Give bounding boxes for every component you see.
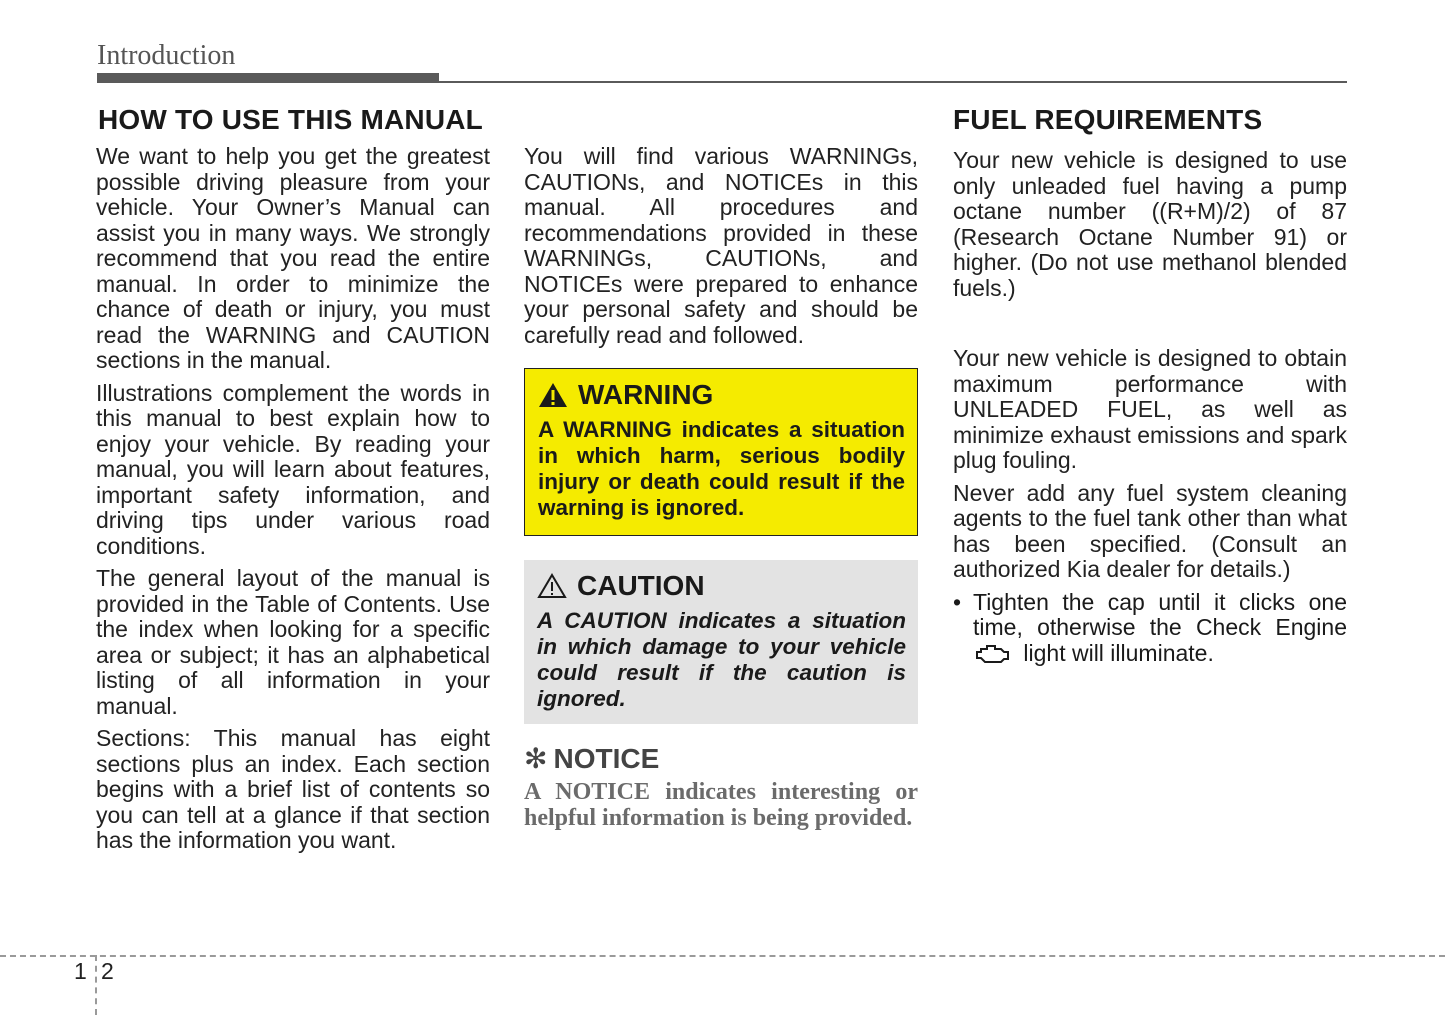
heading-how-to-use: HOW TO USE THIS MANUAL <box>98 104 483 135</box>
list-item <box>953 590 1347 667</box>
header-rule-thick <box>97 73 439 83</box>
paragraph: Illustrations complement the words in this manual to best explain how to enjoy your vehicle. By reading your manual, you will learn about features, important safety information, and driving tips under various road conditions. <box>96 379 490 559</box>
notice-heading <box>524 742 918 775</box>
asterisk-icon: ✻ <box>524 743 548 774</box>
bullet-text <box>973 590 1347 667</box>
heading-fuel-requirements: FUEL REQUIREMENTS <box>953 104 1263 135</box>
warning-triangle-icon <box>538 382 568 408</box>
bullet-text-after: light will illuminate. <box>1023 639 1214 666</box>
caution-heading <box>537 570 906 602</box>
footer-dashed-rule <box>0 955 1445 957</box>
warning-box <box>524 368 918 536</box>
notice-title: NOTICE <box>553 742 660 774</box>
header-rule-thin <box>439 81 1347 83</box>
caution-text: A CAUTION indicates a situation in which damage to your vehicle could result if the caution is ignored. <box>537 608 906 711</box>
paragraph: Sections: This manual has eight sections plus an index. Each section begins with a brief list of contents so you can tell at a glance if that section has the information you want. <box>96 725 490 853</box>
caution-title: CAUTION <box>577 570 705 601</box>
column-safety-notices <box>524 144 918 831</box>
paragraph: We want to help you get the greatest possible driving pleasure from your vehicle. Your Owner’s Manual can assist you in many ways. We strongly recommend that you read the entire manual. In order to minimize the chance of death or injury, you must read the WARNING and CAUTION sections in the manual. <box>96 143 490 373</box>
footer-dashed-divider <box>95 955 97 1015</box>
warning-text: A WARNING indicates a situation in which harm, serious bodily injury or death could result if the warning is ignored. <box>538 417 905 520</box>
column-fuel-requirements <box>953 104 1347 666</box>
page-number: 2 <box>101 958 114 984</box>
bullet-mark: • <box>953 588 962 615</box>
warning-title: WARNING <box>578 379 714 410</box>
page-chapter-number: 1 <box>74 958 87 984</box>
column-how-to-use <box>96 104 490 861</box>
paragraph: You will find various WARNINGs, CAUTIONs, and NOTICEs in this manual. All procedures and recommendations provided in these WARNINGs, CAUTIONs, and NOTICEs were prepared to enhance your personal safety and should be carefully read and followed. <box>524 143 918 348</box>
paragraph: Never add any fuel system cleaning agents to the fuel tank other than what has been specified. (Consult an authorized Kia dealer for details.) <box>953 479 1347 582</box>
caution-triangle-icon <box>537 573 567 599</box>
notice-text: A NOTICE indicates interesting or helpful information is being provided. <box>524 779 918 831</box>
bullet-text-before: Tighten the cap until it clicks one time, otherwise the Check Engine <box>973 588 1347 640</box>
section-header-title: Introduction <box>97 40 236 71</box>
paragraph: Your new vehicle is designed to use only unleaded fuel having a pump octane number ((R+M)/2) of 87 (Research Octane Number 91) or higher. (Do not use methanol blended fuels.) <box>953 147 1347 301</box>
caution-box <box>524 560 918 724</box>
paragraph: Your new vehicle is designed to obtain maximum performance with UNLEADED FUEL, as well as minimize exhaust emissions and spark plug fouling. <box>953 345 1347 473</box>
check-engine-icon <box>975 643 1011 665</box>
warning-heading <box>538 379 905 411</box>
paragraph: The general layout of the manual is provided in the Table of Contents. Use the index when looking for a specific area or subject; it has an alphabetical listing of all information in your manual. <box>96 565 490 719</box>
notice-block <box>524 742 918 831</box>
